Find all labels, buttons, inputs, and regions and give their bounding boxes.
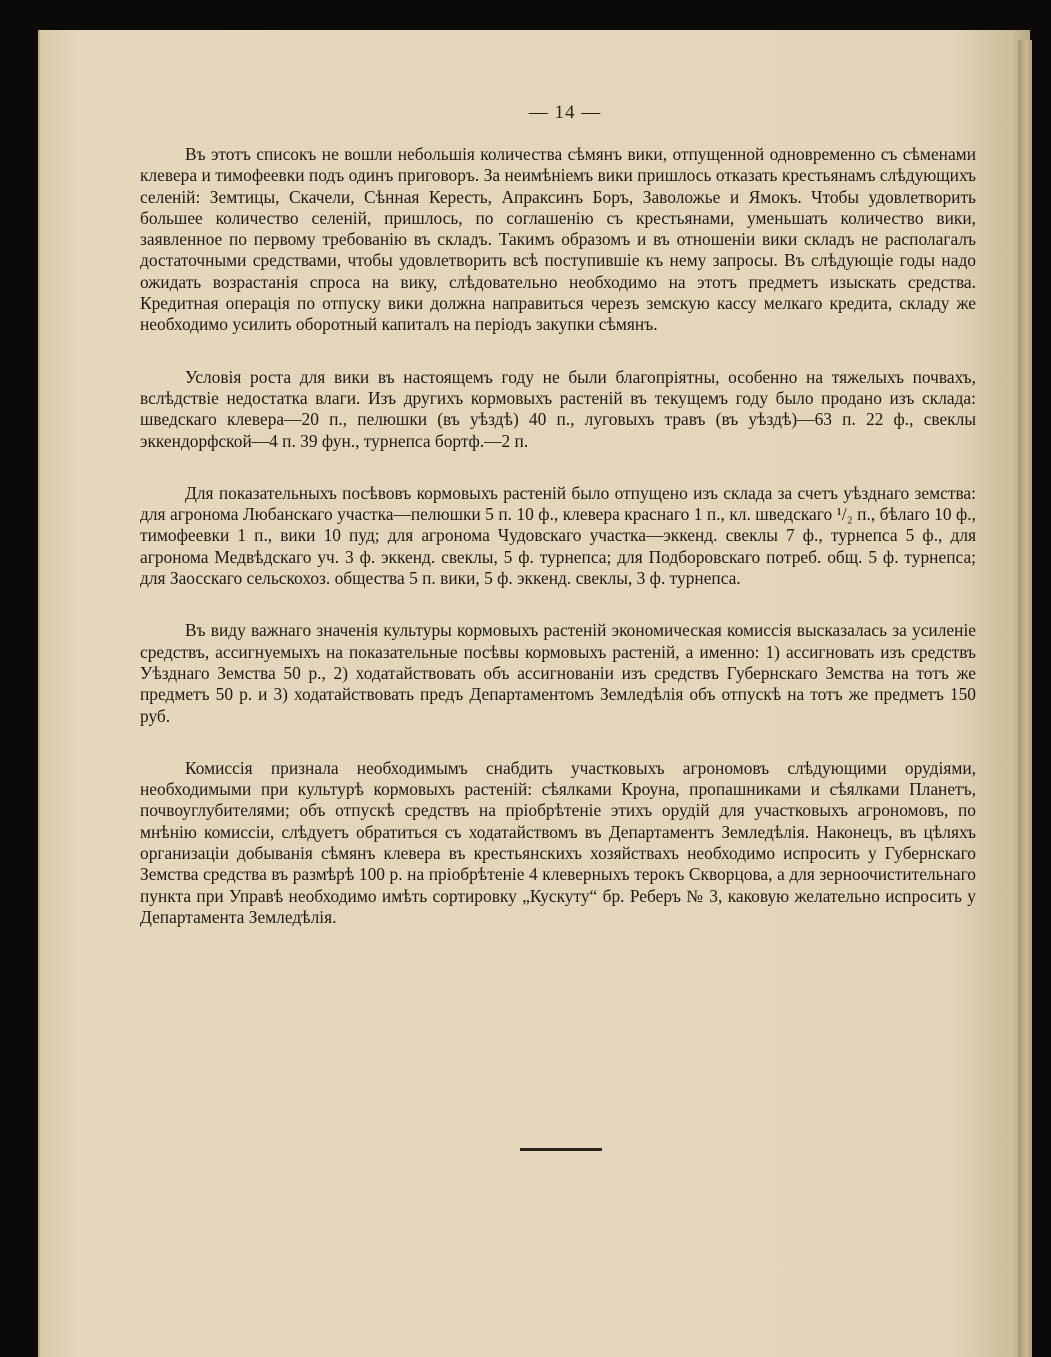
- end-rule: [520, 1148, 602, 1151]
- page-body: [140, 144, 976, 928]
- paragraph-commission-tools: Комиссія признала необходимымъ снабдить участковыхъ агрономовъ слѣдующими орудіями, необходимыми при культурѣ кормовыхъ растеній: сѣялками Кроуна, пропашниками и сѣялками Планетъ, почвоуглубителями; объ отпускѣ средствъ на пріобрѣтеніе этихъ орудій для участковыхъ агрономовъ, по мнѣнію комиссіи, слѣдуетъ обратиться съ ходатайствомъ въ Департаментъ Земледѣлія. Наконецъ, въ цѣляхъ организаціи добыванія сѣмянъ клевера въ крестьянскихъ хозяйствахъ необходимо испросить у Губернскаго Земства средства въ размѣрѣ 100 р. на пріобрѣтеніе 4 клеверныхъ терокъ Скворцова, а для зерноочистительнаго пункта при Управѣ необходимо имѣть сортировку „Кускуту“ бр. Реберъ № 3, каковую желательно испросить у Департамента Земледѣлія.: [140, 757, 976, 927]
- paragraph-demonstration-sowings: Для показательныхъ посѣвовъ кормовыхъ растеній было отпущено изъ склада за счетъ уѣзднаго земства: для агронома Любанскаго участка—пелюшки 5 п. 10 ф., клевера краснаго 1 п., кл. шведскаго ¹/₂ п., бѣлаго 10 ф., тимофеевки 1 п., вики 10 пуд; для агронома Чудовскаго участка—эккенд. свеклы 7 ф., турнепса 5 ф., для агронома Медвѣдскаго уч. 3 ф. эккенд. свеклы, 5 ф. турнепса; для Подборовскаго потреб. общ. 5 ф. турнепса; для Заосскаго сельскохоз. общества 5 п. вики, 5 ф. эккенд. свеклы, 3 ф. турнепса.: [140, 482, 976, 589]
- paragraph-growth-conditions: Условія роста для вики въ настоящемъ году не были благопріятны, особенно на тяжелыхъ почвахъ, вслѣдствіе недостатка влаги. Изъ другихъ кормовыхъ растеній въ текущемъ году было продано изъ склада: шведскаго клевера—20 п., пелюшки (въ уѣздѣ) 40 п., луговыхъ травъ (въ уѣздѣ)—63 п. 22 ф., свеклы эккендорфской—4 п. 39 фун., турнепса бортф.—2 п.: [140, 366, 976, 451]
- page-number: — 14 —: [528, 102, 602, 123]
- paragraph-commission-funding: Въ виду важнаго значенія культуры кормовыхъ растеній экономическая комиссія высказалась за усиленіе средствъ, ассигнуемыхъ на показательные посѣвы кормовыхъ растеній, а именно: 1) ассигновать изъ средствъ Уѣзднаго Земства 50 р., 2) ходатайствовать объ ассигнованіи изъ средствъ Губернскаго Земства на тотъ же предметъ 50 р. и 3) ходатайствовать предъ Департаментомъ Земледѣлія объ отпускѣ на тотъ же предметъ 150 руб.: [140, 620, 976, 726]
- page-edge-shadow: [1018, 40, 1032, 1357]
- paragraph-vetch-list: Въ этотъ списокъ не вошли небольшія количества сѣмянъ вики, отпущенной одновременно съ сѣменами клевера и тимофеевки подъ одинъ приговоръ. За неимѣніемъ вики пришлось отказать крестьянамъ слѣдующихъ селеній: Земтицы, Скачели, Сѣнная Кересть, Апраксинъ Боръ, Заволожье и Ямокъ. Чтобы удовлетворить большее количество селеній, пришлось, по соглашенію съ крестьянами, уменьшать количество вики, заявленное по первому требованію въ складъ. Такимъ образомъ и въ отношеніи вики складъ не располагалъ достаточными средствами, чтобы удовлетворить всѣ поступившіе къ нему запросы. Въ слѣдующіе годы надо ожидать возрастанія спроса на вику, слѣдовательно необходимо на этотъ предметъ изыскать средства. Кредитная операція по отпуску вики должна направиться черезъ земскую кассу мелкаго кредита, складу же необходимо усилить оборотный капиталъ на періодъ закупки сѣмянъ.: [140, 144, 976, 335]
